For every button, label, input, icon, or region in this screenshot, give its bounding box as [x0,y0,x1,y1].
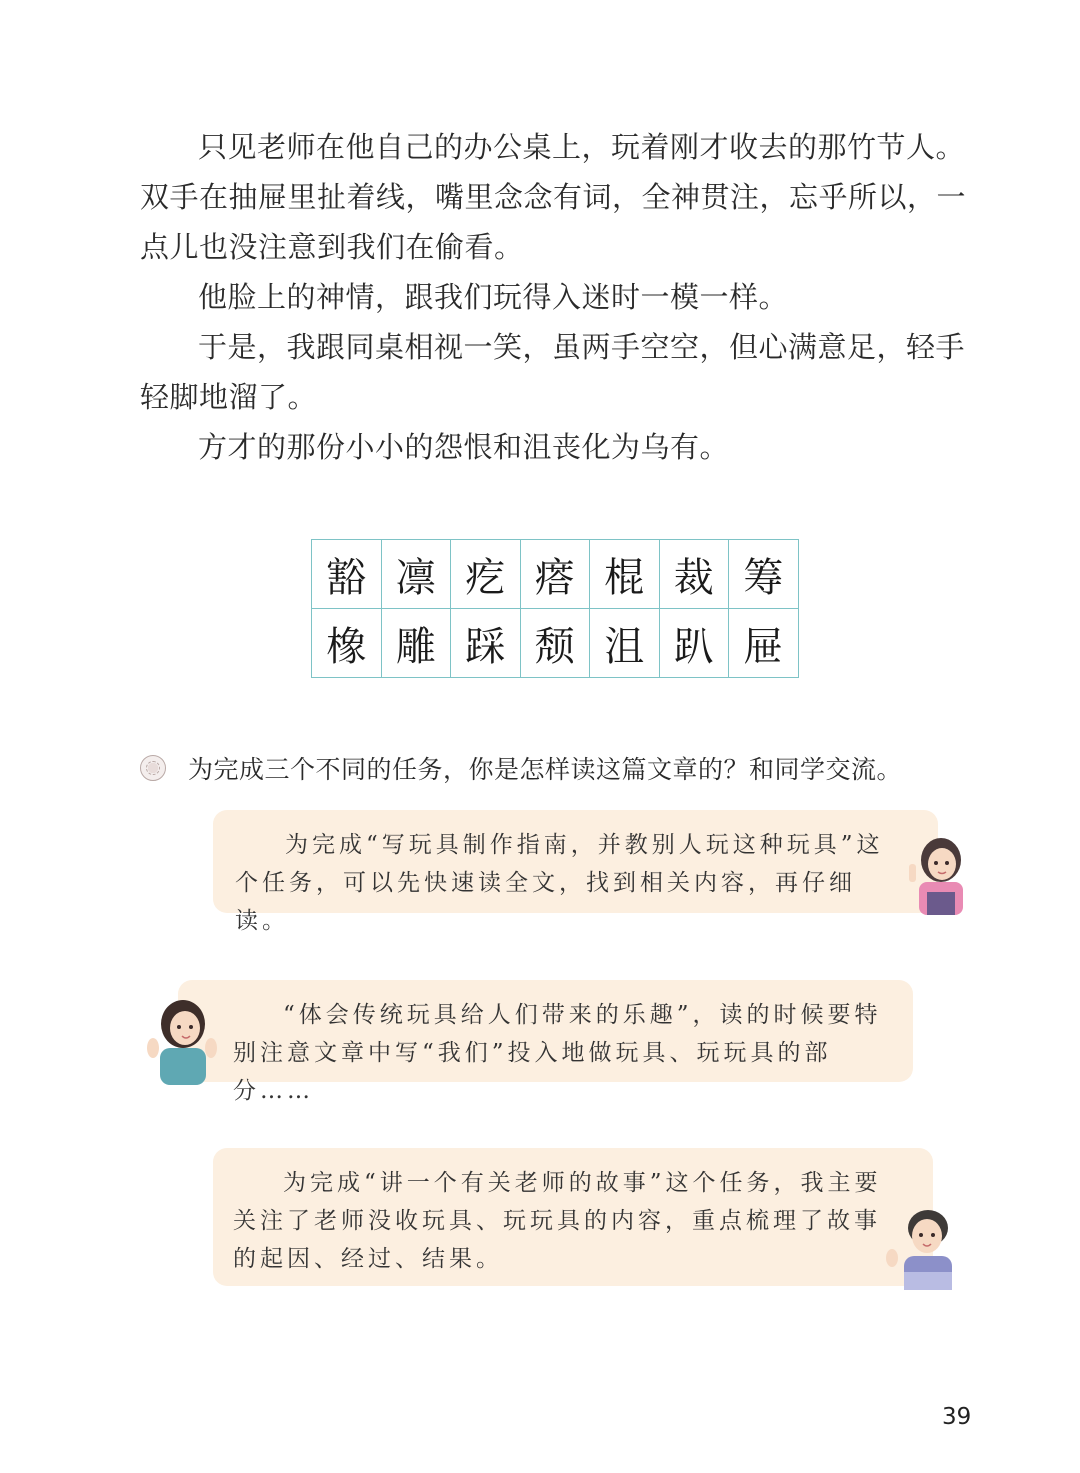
new-characters-grid [311,539,799,678]
discussion-seal-icon [140,755,166,781]
passage-paragraph-1: 只见老师在他自己的办公桌上，玩着刚才收去的那竹节人。双手在抽屉里扯着线，嘴里念念有词，全神贯注，忘乎所以，一点儿也没注意到我们在偷看。 [140,130,967,264]
grid-cell: 裁 [659,540,729,609]
discussion-prompt [140,748,902,788]
grid-cell: 趴 [659,609,729,678]
speech-bubble-1: 为完成“写玩具制作指南，并教别人玩这种玩具”这个任务，可以先快速读全文，找到相关内容，再仔细读。 [213,810,938,913]
speech-bubble-3: 为完成“讲一个有关老师的故事”这个任务，我主要关注了老师没收玩具、玩玩具的内容，重点梳理了故事的起因、经过、结果。 [213,1148,933,1286]
grid-row [312,540,799,609]
grid-cell: 颓 [520,609,590,678]
grid-cell: 瘩 [520,540,590,609]
page-number: 39 [942,1404,972,1430]
grid-cell: 沮 [590,609,660,678]
prompt-text: 为完成三个不同的任务，你是怎样读这篇文章的？和同学交流。 [188,755,903,784]
grid-cell: 屉 [729,609,799,678]
speech-bubble-2: “体会传统玩具给人们带来的乐趣”，读的时候要特别注意文章中写“我们”投入地做玩具、玩玩具的部分…… [178,980,913,1082]
grid-row [312,609,799,678]
grid-cell: 疙 [451,540,521,609]
girl-blue-shirt-illustration [145,990,220,1085]
girl-pink-shirt-illustration [905,830,975,915]
grid-cell: 踩 [451,609,521,678]
grid-cell: 雕 [381,609,451,678]
passage-paragraph-3: 于是，我跟同桌相视一笑，虽两手空空，但心满意足，轻手轻脚地溜了。 [140,330,966,414]
passage-paragraph-2: 他脸上的神情，跟我们玩得入迷时一模一样。 [198,280,789,314]
grid-cell: 橡 [312,609,382,678]
grid-cell: 棍 [590,540,660,609]
grid-cell: 豁 [312,540,382,609]
grid-cell: 凛 [381,540,451,609]
boy-purple-shirt-illustration [880,1200,965,1290]
grid-cell: 筹 [729,540,799,609]
passage-paragraph-4: 方才的那份小小的怨恨和沮丧化为乌有。 [198,430,730,464]
